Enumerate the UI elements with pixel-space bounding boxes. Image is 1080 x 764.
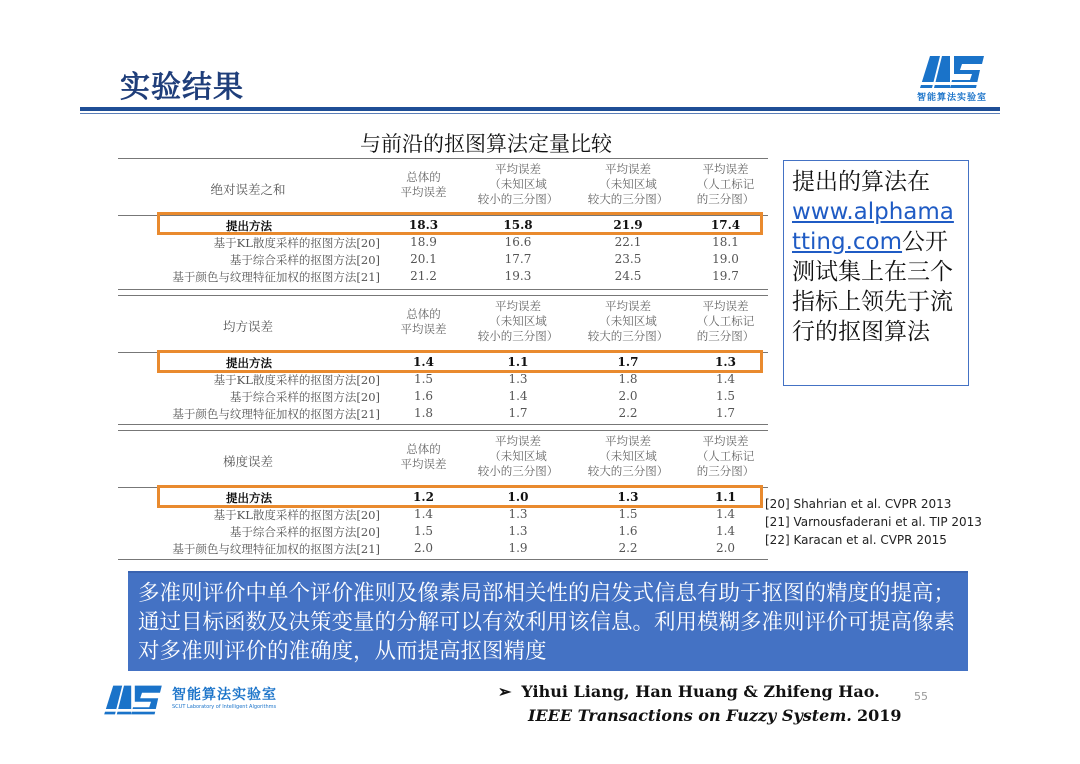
lab-name: 智能算法实验室: [172, 687, 277, 703]
table-row: 基于颜色与纹理特征加权的抠图方法[21] 2.0 1.9 2.2 2.0: [172, 541, 736, 556]
header-small: 平均误差 （未知区域 较小的三分图）: [477, 434, 559, 478]
table-rule: [118, 289, 768, 290]
metric-label: 梯度误差: [222, 454, 273, 469]
table-row: 基于综合采样的抠图方法[20] 1.5 1.3 1.6 1.4: [229, 524, 736, 539]
arrow-bullet-icon: ➢: [498, 682, 512, 701]
citation-journal: IEEE Transactions on Fuzzy System.: [528, 706, 852, 725]
metric-label: 均方误差: [222, 319, 273, 334]
table-row: 基于颜色与纹理特征加权的抠图方法[21] 1.8 1.7 2.2 1.7: [172, 406, 736, 421]
table-row: 基于KL散度采样的抠图方法[20] 1.5 1.3 1.8 1.4: [213, 372, 736, 387]
table-row: 基于KL散度采样的抠图方法[20] 1.4 1.3 1.5 1.4: [213, 507, 736, 522]
header-large: 平均误差 （未知区域 较大的三分图）: [587, 162, 669, 206]
alphamatting-link[interactable]: www.alphamatting.com: [792, 199, 954, 255]
table-rule: [118, 559, 768, 560]
lab-logo-icon: [98, 682, 168, 718]
table-row: 提出方法 18.3 15.8 21.9 17.4: [226, 218, 741, 233]
table-row: 基于综合采样的抠图方法[20] 1.6 1.4 2.0 1.5: [229, 389, 736, 404]
references: [765, 495, 1025, 549]
table-row: 提出方法 1.4 1.1 1.7 1.3: [226, 355, 736, 370]
highlight-box: [157, 485, 763, 508]
header-large: 平均误差 （未知区域 较大的三分图）: [587, 299, 669, 343]
header-manual: 平均误差 （人工标记 的三分图）: [696, 162, 755, 206]
callout-text-after: 公开测试集上在三个指标上领先于流行的抠图算法: [792, 229, 953, 345]
conclusion-banner: 多准则评价中单个评价准则及像素局部相关性的启发式信息有助于抠图的精度的提高；通过目标函数及决策变量的分解可以有效利用该信息。利用模糊多准则评价可提高像素对多准则评价的准确度，从而提高抠图精度: [128, 571, 968, 671]
header-manual: 平均误差 （人工标记 的三分图）: [696, 434, 755, 478]
header-small: 平均误差 （未知区域 较小的三分图）: [477, 162, 559, 206]
page-number: 55: [914, 690, 928, 703]
table-rule: [118, 430, 768, 431]
table-row: 基于颜色与纹理特征加权的抠图方法[21] 21.2 19.3 24.5 19.7: [172, 269, 739, 284]
reference-item: [21] Varnousfaderani et al. TIP 2013: [765, 515, 982, 529]
lab-logo-top: [916, 52, 988, 102]
metric-label: 绝对误差之和: [210, 182, 286, 197]
reference-item: [22] Karacan et al. CVPR 2015: [765, 533, 947, 547]
title-underline: [80, 107, 1000, 111]
table-row: 基于KL散度采样的抠图方法[20] 18.9 16.6 22.1 18.1: [213, 235, 739, 250]
header-overall: 总体的 平均误差: [400, 442, 447, 471]
highlight-box: [157, 212, 763, 235]
table-rule: [118, 424, 768, 425]
table-title: 与前沿的抠图算法定量比较: [360, 132, 612, 156]
lab-logo-bottom: [98, 680, 298, 720]
title-underline-thin: [80, 113, 1000, 114]
reference-item: [20] Shahrian et al. CVPR 2013: [765, 497, 952, 511]
header-small: 平均误差 （未知区域 较小的三分图）: [477, 299, 559, 343]
table-rule: [118, 295, 768, 296]
slide-title: 实验结果: [120, 70, 244, 105]
callout-text-before: 提出的算法在: [792, 169, 930, 195]
table-row: 提出方法 1.2 1.0 1.3 1.1: [226, 490, 736, 505]
citation-authors: Yihui Liang, Han Huang & Zhifeng Hao.: [521, 682, 880, 701]
citation-year: 2019: [856, 706, 902, 725]
citation: [498, 680, 901, 728]
summary-callout: [783, 160, 969, 386]
highlight-box: [157, 350, 763, 373]
header-overall: 总体的 平均误差: [400, 170, 447, 199]
lab-logo-icon: [916, 52, 988, 92]
table-rule: [118, 158, 768, 159]
header-overall: 总体的 平均误差: [400, 307, 447, 336]
lab-logo-text: 智能算法实验室: [916, 93, 987, 103]
header-manual: 平均误差 （人工标记 的三分图）: [696, 299, 755, 343]
header-large: 平均误差 （未知区域 较大的三分图）: [587, 434, 669, 478]
table-row: 基于综合采样的抠图方法[20] 20.1 17.7 23.5 19.0: [229, 252, 739, 267]
lab-name-en: SCUT Laboratory of Intelligent Algorithms: [172, 704, 277, 710]
